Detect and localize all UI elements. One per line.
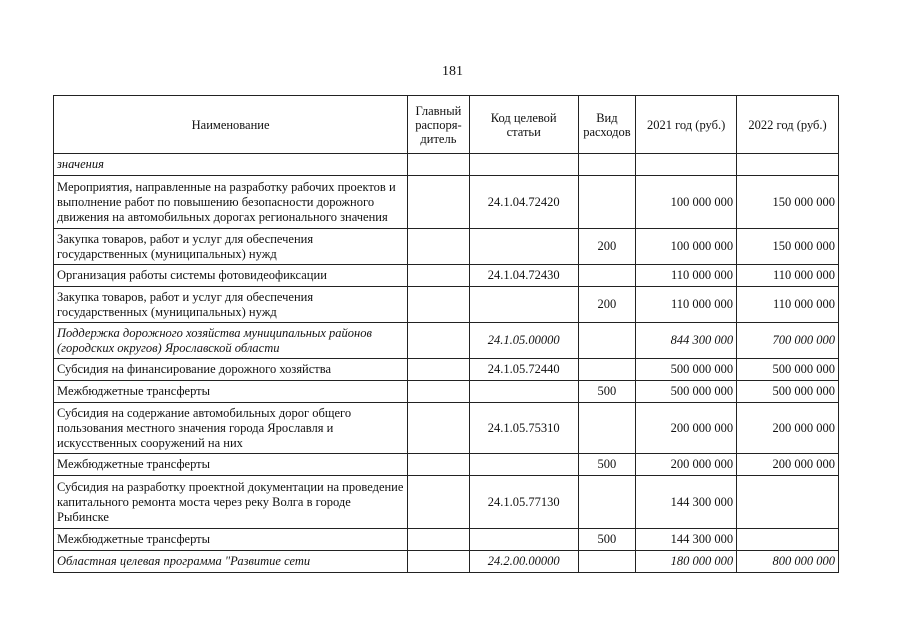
table-row — [54, 323, 839, 359]
cell-name: Мероприятия, направленные на разработку рабочих проектов и выполнение работ по повышению безопасности дорожного движения на автомобильных дорогах регионального значения — [54, 176, 408, 229]
cell-amount-2022: 200 000 000 — [737, 403, 839, 454]
table-row — [54, 287, 839, 323]
header-name: Наименование — [54, 96, 408, 154]
cell-manager — [408, 176, 470, 229]
cell-manager — [408, 454, 470, 476]
cell-manager — [408, 551, 470, 573]
cell-name: Межбюджетные трансферты — [54, 381, 408, 403]
cell-target-code: 24.1.04.72420 — [469, 176, 578, 229]
cell-target-code: 24.1.05.75310 — [469, 403, 578, 454]
cell-expense-type — [578, 154, 636, 176]
cell-target-code — [469, 529, 578, 551]
cell-target-code — [469, 454, 578, 476]
cell-amount-2021: 500 000 000 — [636, 381, 737, 403]
cell-amount-2021: 110 000 000 — [636, 265, 737, 287]
cell-manager — [408, 476, 470, 529]
cell-target-code: 24.1.04.72430 — [469, 265, 578, 287]
cell-name: Организация работы системы фотовидеофиксации — [54, 265, 408, 287]
cell-amount-2022: 500 000 000 — [737, 359, 839, 381]
table-row — [54, 229, 839, 265]
cell-amount-2021: 200 000 000 — [636, 454, 737, 476]
cell-name: Областная целевая программа "Развитие сети — [54, 551, 408, 573]
cell-amount-2022: 150 000 000 — [737, 229, 839, 265]
table-row — [54, 529, 839, 551]
cell-manager — [408, 359, 470, 381]
cell-manager — [408, 265, 470, 287]
cell-expense-type — [578, 476, 636, 529]
cell-amount-2021: 100 000 000 — [636, 229, 737, 265]
cell-amount-2021: 110 000 000 — [636, 287, 737, 323]
cell-manager — [408, 154, 470, 176]
cell-amount-2022: 500 000 000 — [737, 381, 839, 403]
table-row — [54, 381, 839, 403]
cell-expense-type — [578, 176, 636, 229]
cell-amount-2021: 200 000 000 — [636, 403, 737, 454]
cell-amount-2022: 110 000 000 — [737, 265, 839, 287]
cell-manager — [408, 287, 470, 323]
cell-target-code — [469, 229, 578, 265]
cell-target-code — [469, 154, 578, 176]
cell-name: Закупка товаров, работ и услуг для обеспечения государственных (муниципальных) нужд — [54, 287, 408, 323]
cell-expense-type — [578, 403, 636, 454]
cell-name: Закупка товаров, работ и услуг для обеспечения государственных (муниципальных) нужд — [54, 229, 408, 265]
header-row — [54, 96, 839, 154]
table-row — [54, 176, 839, 229]
cell-amount-2021: 144 300 000 — [636, 529, 737, 551]
header-expense-type: Вид расходов — [578, 96, 636, 154]
budget-table — [53, 95, 839, 573]
cell-amount-2022: 200 000 000 — [737, 454, 839, 476]
cell-expense-type — [578, 359, 636, 381]
cell-target-code: 24.2.00.00000 — [469, 551, 578, 573]
cell-name: значения — [54, 154, 408, 176]
table-body — [54, 154, 839, 573]
table-row — [54, 454, 839, 476]
cell-amount-2021: 180 000 000 — [636, 551, 737, 573]
header-target-code: Код целевой статьи — [469, 96, 578, 154]
cell-manager — [408, 381, 470, 403]
cell-name: Субсидия на разработку проектной документации на проведение капитального ремонта моста через реку Волга в городе Рыбинске — [54, 476, 408, 529]
cell-target-code — [469, 287, 578, 323]
cell-expense-type — [578, 551, 636, 573]
cell-expense-type — [578, 265, 636, 287]
cell-manager — [408, 529, 470, 551]
cell-amount-2022: 800 000 000 — [737, 551, 839, 573]
cell-expense-type: 200 — [578, 229, 636, 265]
table-row — [54, 265, 839, 287]
table-row — [54, 403, 839, 454]
cell-manager — [408, 403, 470, 454]
cell-amount-2022 — [737, 529, 839, 551]
header-year-2022: 2022 год (руб.) — [737, 96, 839, 154]
cell-amount-2022: 700 000 000 — [737, 323, 839, 359]
cell-amount-2022: 150 000 000 — [737, 176, 839, 229]
cell-amount-2021 — [636, 154, 737, 176]
cell-expense-type: 500 — [578, 454, 636, 476]
page-number: 181 — [442, 64, 463, 79]
cell-amount-2022 — [737, 154, 839, 176]
cell-manager — [408, 323, 470, 359]
cell-target-code: 24.1.05.72440 — [469, 359, 578, 381]
cell-target-code — [469, 381, 578, 403]
cell-amount-2022: 110 000 000 — [737, 287, 839, 323]
table-row — [54, 551, 839, 573]
header-year-2021: 2021 год (руб.) — [636, 96, 737, 154]
cell-amount-2021: 100 000 000 — [636, 176, 737, 229]
cell-name: Межбюджетные трансферты — [54, 454, 408, 476]
cell-amount-2021: 144 300 000 — [636, 476, 737, 529]
cell-expense-type: 500 — [578, 529, 636, 551]
cell-amount-2021: 844 300 000 — [636, 323, 737, 359]
table-row — [54, 154, 839, 176]
table-row — [54, 476, 839, 529]
cell-name: Субсидия на финансирование дорожного хозяйства — [54, 359, 408, 381]
cell-expense-type: 500 — [578, 381, 636, 403]
cell-name: Межбюджетные трансферты — [54, 529, 408, 551]
cell-target-code: 24.1.05.00000 — [469, 323, 578, 359]
cell-amount-2021: 500 000 000 — [636, 359, 737, 381]
table-row — [54, 359, 839, 381]
cell-name: Поддержка дорожного хозяйства муниципальных районов (городских округов) Ярославской области — [54, 323, 408, 359]
cell-amount-2022 — [737, 476, 839, 529]
cell-target-code: 24.1.05.77130 — [469, 476, 578, 529]
cell-manager — [408, 229, 470, 265]
cell-name: Субсидия на содержание автомобильных дорог общего пользования местного значения города Ярославля и искусственных сооружений на них — [54, 403, 408, 454]
header-manager: Главный распоря-дитель — [408, 96, 470, 154]
cell-expense-type: 200 — [578, 287, 636, 323]
cell-expense-type — [578, 323, 636, 359]
